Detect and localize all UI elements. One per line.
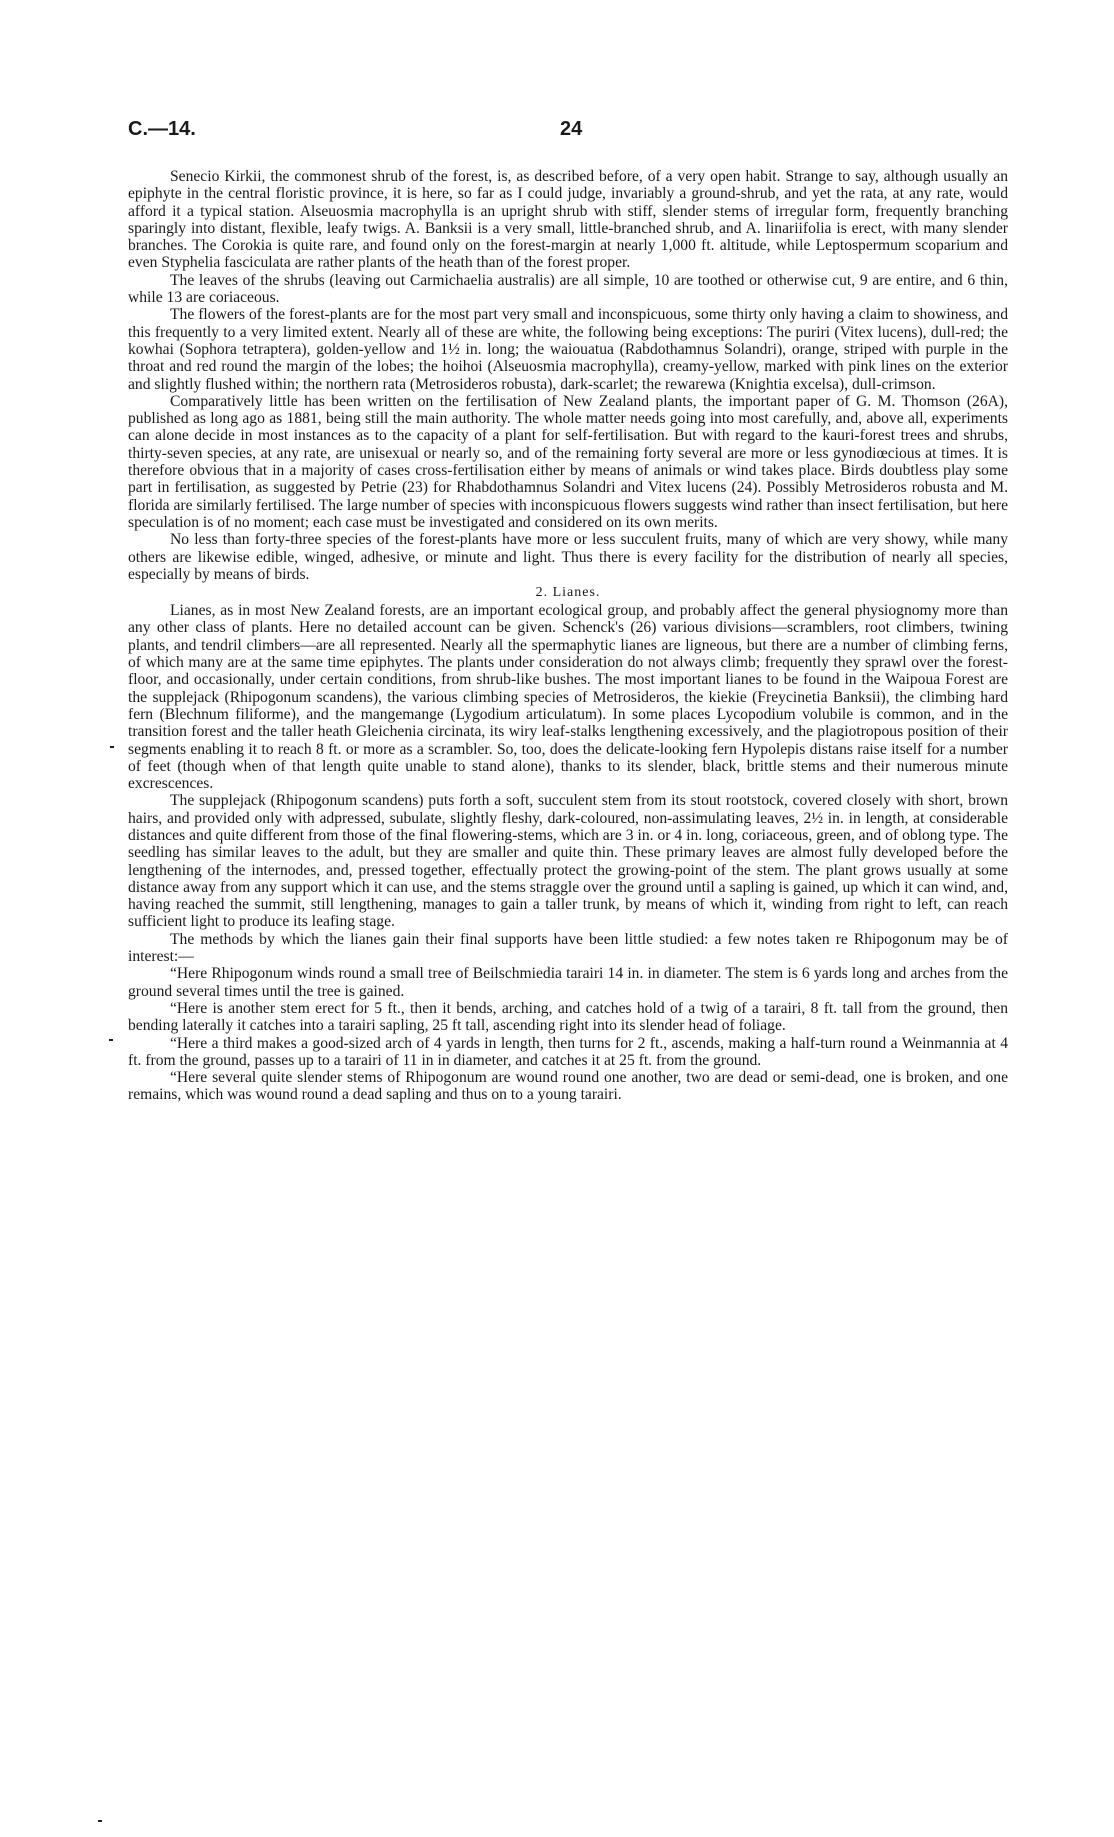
page-body: [128, 168, 1008, 1104]
series-number: C.—14.: [128, 118, 196, 140]
section-heading-lianes: 2. Lianes.: [535, 585, 601, 601]
paragraph-flowers: The flowers of the forest-plants are for the most part very small and inconspicuous, some thirty only having a claim to showiness, and this frequently to a very limited extent. Nearly all of these are white, the following being exceptions: The puriri (Vitex lucens), dull-red; the kowhai (Sophora tetraptera), golden-yellow and 1½ in. long; the waiouatua (Rabdothamnus Solandri), orange, striped with purple in the throat and red round the margin of the lobes; the hoihoi (Alseuosmia macrophylla), creamy-yellow, marked with pink lines on the exterior and slightly flushed within; the northern rata (Metrosideros robusta), dark-scarlet; the rewarewa (Knightia excelsa), dull-crimson.: [128, 306, 1008, 393]
quote-paragraph: “Here several quite slender stems of Rhipogonum are wound round one another, two are dead or semi-dead, one is broken, and one remains, which was wound round a dead sapling and thus on to a young tarairi.: [128, 1069, 1008, 1104]
paragraph-lianes: Lianes, as in most New Zealand forests, are an important ecological group, and probably affect the general physiognomy more than any other class of plants. Here no detailed account can be given. Schenck's (26) various divisions—scramblers, root climbers, twining plants, and tendril climbers—are all represented. Nearly all the spermaphytic lianes are ligneous, but there are a number of climbing ferns, of which many are at the same time epiphytes. The plants under consideration do not always climb; frequently they sprawl over the forest-floor, and occasionally, under certain conditions, from shrub-like bushes. The most important lianes to be found in the Waipoua Forest are the supplejack (Rhipogonum scandens), the various climbing species of Metrosideros, the kiekie (Freycinetia Banksii), the climbing hard fern (Blechnum filiforme), and the mangemange (Lygodium articulatum). In some places Lycopodium volubile is common, and in the transition forest and the taller heath Gleichenia circinata, its wiry leaf-stalks lengthening excessively, and the plagiotropous position of their segments enabling it to reach 8 ft. or more as a scrambler. So, too, does the delicate-looking fern Hypolepis distans raise itself for a number of feet (though when of that length quite unable to stand alone), thanks to its slender, black, brittle stems and their numerous minute excrescences.: [128, 602, 1008, 793]
quote-paragraph: “Here Rhipogonum winds round a small tree of Beilschmiedia tarairi 14 in. in diameter. The stem is 6 yards long and arches from the ground several times until the tree is gained.: [128, 965, 1008, 1000]
paragraph-fertilisation: Comparatively little has been written on the fertilisation of New Zealand plants, the important paper of G. M. Thomson (26A), published as long ago as 1881, being still the main authority. The whole matter needs going into most carefully, and, above all, experiments can alone decide in most instances as to the capacity of a plant for self-fertilisation. But with regard to the kauri-forest trees and shrubs, thirty-seven species, at any rate, are unisexual or nearly so, and of the remaining forty several are more or less gynodiœcious at times. It is therefore obvious that in a majority of cases cross-fertilisation either by means of animals or wind takes place. Birds doubtless play some part in fertilisation, as suggested by Petrie (23) for Rhabdothamnus Solandri and Vitex lucens (24). Possibly Metrosideros robusta and M. florida are similarly fertilised. The large number of species with inconspicuous flowers suggests wind rather than insect fertilisation, but here speculation is of no moment; each case must be investigated and considered on its own merits.: [128, 392, 1008, 531]
margin-mark: [109, 1039, 113, 1041]
margin-mark: [110, 746, 114, 748]
paragraph-fruits: No less than forty-three species of the forest-plants have more or less succulent fruits, many of which are very showy, while many others are likewise edible, winged, adhesive, or minute and light. Thus there is every facility for the distribution of nearly all species, especially by means of birds.: [128, 531, 1008, 583]
paragraph-methods: The methods by which the lianes gain their final supports have been little studied: a few notes taken re Rhipogonum may be of interest:—: [128, 930, 1008, 966]
page-header: [128, 118, 1008, 152]
quote-paragraph: “Here a third makes a good-sized arch of 4 yards in length, then turns for 2 ft., ascends, making a half-turn round a Weinmannia at 4 ft. from the ground, passes up to a tarairi of 11 in in diameter, and catches it at 25 ft. from the ground.: [128, 1034, 1008, 1069]
paragraph-supplejack: The supplejack (Rhipogonum scandens) puts forth a soft, succulent stem from its stout rootstock, covered closely with short, brown hairs, and provided only with adpressed, subulate, slightly fleshy, dark-coloured, non-assimulating leaves, 2½ in. in length, at considerable distances and quite different from those of the final flowering-stems, which are 3 in. or 4 in. long, coriaceous, green, and of oblong type. The seedling has similar leaves to the adult, but they are smaller and quite thin. These primary leaves are almost fully developed before the lengthening of the internodes, and, pressed together, effectually protect the growing-point of the stem. The plant grows usually at some distance away from any support which it can use, and the stems straggle over the ground until a sapling is gained, up which it can wind, and, having reached the summit, still lengthening, manages to gain a taller trunk, by means of which it, winding from right to left, can reach sufficient light to produce its leafing stage.: [128, 792, 1008, 931]
page-number: 24: [560, 118, 583, 140]
paragraph-senecio: Senecio Kirkii, the commonest shrub of the forest, is, as described before, of a very open habit. Strange to say, although usually an epiphyte in the central floristic province, it is here, so far as I could judge, invariably a ground-shrub, and yet the rata, at any rate, would afford it a typical station. Alseuosmia macrophylla is an upright shrub with stiff, slender stems of irregular form, frequently branching sparingly into distant, flexible, leafy twigs. A. Banksii is a very small, little-branched shrub, and A. linariifolia is erect, with many slender branches. The Corokia is quite rare, and found only on the forest-margin at nearly 1,000 ft. altitude, while Leptospermum scoparium and even Styphelia fasciculata are rather plants of the heath than of the forest proper.: [128, 168, 1008, 272]
margin-mark: [98, 1820, 102, 1822]
document-page: [128, 118, 1008, 1104]
quote-paragraph: “Here is another stem erect for 5 ft., then it bends, arching, and catches hold of a twig of a tarairi, 8 ft. tall from the ground, then bending laterally it catches into a tarairi sapling, 25 ft tall, ascending right into its slender head of foliage.: [128, 999, 1008, 1035]
paragraph-leaves: The leaves of the shrubs (leaving out Carmichaelia australis) are all simple, 10 are toothed or otherwise cut, 9 are entire, and 6 thin, while 13 are coriaceous.: [128, 271, 1008, 307]
